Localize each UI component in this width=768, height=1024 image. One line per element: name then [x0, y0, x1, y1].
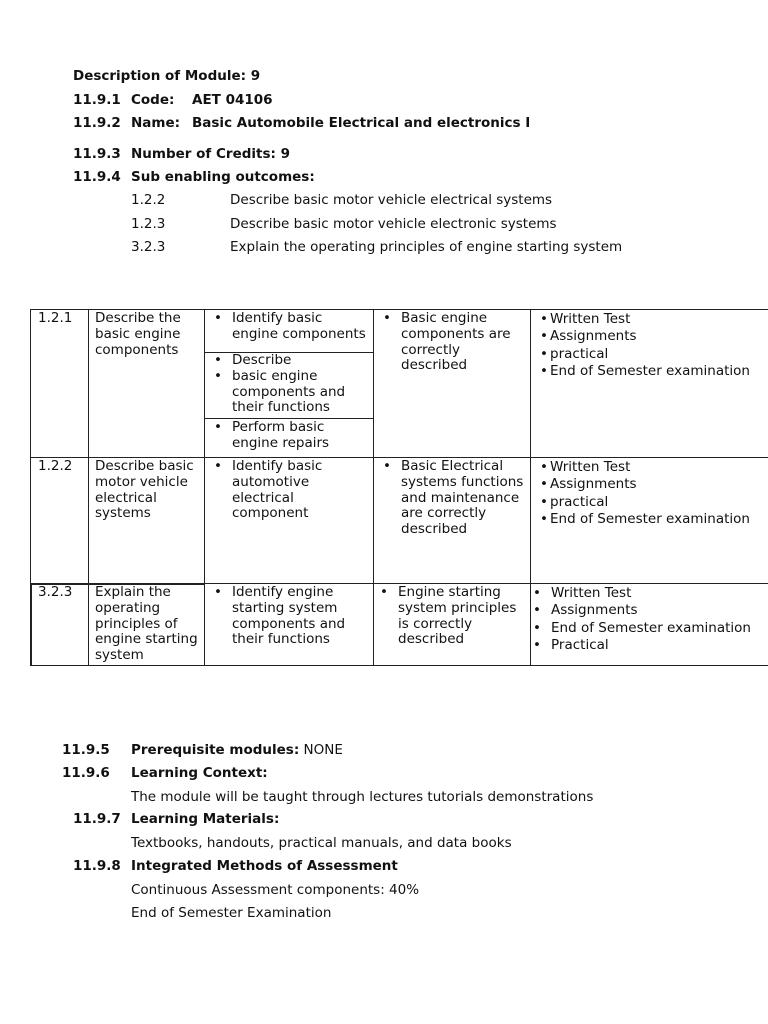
row-code: 1.2.1 — [38, 311, 73, 326]
prereq-value: NONE — [303, 742, 343, 758]
assessment-item: • practical — [540, 494, 768, 511]
assessment-item: • Written Test — [532, 585, 768, 602]
context-label: Learning Context: — [131, 765, 268, 781]
row-task-group — [213, 420, 368, 452]
outcome-text: Describe basic motor vehicle electronic systems — [230, 216, 557, 232]
table-divider — [30, 457, 768, 458]
name-label: Name: — [131, 115, 181, 131]
row-task-group — [213, 353, 368, 416]
assessment-item: • Assignments — [540, 476, 768, 493]
task-item: • Perform basic engine repairs — [213, 420, 368, 452]
assessment-line: End of Semester Examination — [131, 905, 332, 921]
assessment-item: • Assignments — [540, 328, 768, 345]
table-divider — [88, 309, 89, 666]
row-criteria — [382, 459, 528, 538]
table-divider — [204, 309, 205, 666]
materials-number: 11.9.7 — [73, 811, 121, 827]
task-item: • basic engine components and their functions — [213, 369, 368, 416]
assessment-item: • Written Test — [540, 311, 768, 328]
code-label: Code: — [131, 92, 175, 108]
task-item: • Identify engine starting system components and their functions — [213, 585, 368, 648]
credits-number: 11.9.3 — [73, 146, 121, 162]
criteria-item: • Basic engine components are correctly described — [382, 311, 528, 374]
row-outcome: Explain the operating principles of engine starting system — [95, 585, 198, 663]
row-outcome: Describe basic motor vehicle electrical systems — [95, 459, 194, 522]
assessment-item: • End of Semester examination — [532, 620, 768, 637]
task-item: • Identify basic automotive electrical component — [213, 459, 368, 522]
outcome-code: 1.2.2 — [131, 192, 166, 208]
prereq-label: Prerequisite modules: — [131, 742, 300, 758]
row-code: 3.2.3 — [38, 585, 73, 600]
context-number: 11.9.6 — [62, 765, 110, 781]
assessment-item: • practical — [540, 346, 768, 363]
table-border — [30, 665, 768, 666]
row-task-group — [213, 585, 368, 648]
assessment-item: • Practical — [532, 637, 768, 654]
materials-label: Learning Materials: — [131, 811, 280, 827]
assessment-item: • End of Semester examination — [540, 363, 768, 380]
task-item: • Identify basic engine components — [213, 311, 368, 343]
row-task-group — [213, 311, 368, 352]
credits-label: Number of Credits: 9 — [131, 146, 290, 162]
outcome-text: Describe basic motor vehicle electrical systems — [230, 192, 553, 208]
name-number: 11.9.2 — [73, 115, 121, 131]
task-item: • Describe — [213, 353, 368, 369]
row-assessment — [540, 459, 768, 528]
row-code: 1.2.2 — [38, 459, 73, 474]
module-description: Description of Module: 9 — [73, 68, 261, 84]
context-text: The module will be taught through lectures tutorials demonstrations — [131, 789, 594, 805]
assessment-line: Continuous Assessment components: 40% — [131, 882, 420, 898]
row-assessment — [532, 585, 768, 654]
code-value: AET 04106 — [192, 92, 273, 108]
prereq-number: 11.9.5 — [62, 742, 110, 758]
row-task-group — [213, 459, 368, 522]
row-outcome: Describe the basic engine components — [95, 311, 181, 358]
criteria-item: • Basic Electrical systems functions and maintenance are correctly described — [382, 459, 528, 538]
assessment-number: 11.9.8 — [73, 858, 121, 874]
row-criteria — [379, 585, 528, 648]
table-divider — [373, 309, 374, 666]
prereq-line — [131, 741, 343, 759]
sub-outcomes-label: Sub enabling outcomes: — [131, 169, 315, 185]
name-value: Basic Automobile Electrical and electronics I — [192, 115, 531, 131]
table-border — [30, 309, 768, 310]
table-divider — [530, 309, 531, 666]
sub-outcomes-number: 11.9.4 — [73, 169, 121, 185]
outcome-code: 1.2.3 — [131, 216, 166, 232]
materials-text: Textbooks, handouts, practical manuals, and data books — [131, 835, 512, 851]
row-assessment — [540, 311, 768, 380]
code-number: 11.9.1 — [73, 92, 121, 108]
row-criteria — [382, 311, 528, 374]
assessment-label: Integrated Methods of Assessment — [131, 858, 398, 874]
assessment-item: • Written Test — [540, 459, 768, 476]
outcome-text: Explain the operating principles of engine starting system — [230, 239, 623, 255]
assessment-item: • Assignments — [532, 602, 768, 619]
outcome-code: 3.2.3 — [131, 239, 166, 255]
table-divider — [205, 418, 373, 419]
table-border — [31, 584, 32, 666]
assessment-item: • End of Semester examination — [540, 511, 768, 528]
criteria-item: • Engine starting system principles is correctly described — [379, 585, 528, 648]
